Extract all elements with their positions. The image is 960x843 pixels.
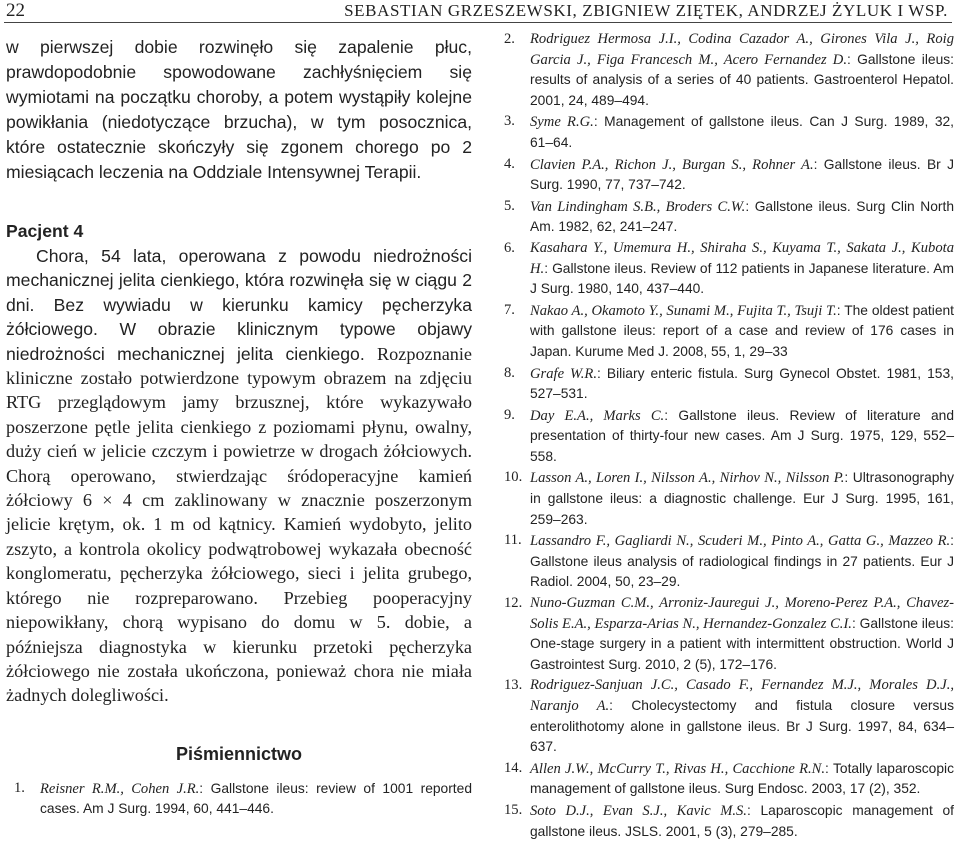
reference-number: 3. <box>504 113 515 130</box>
running-header <box>4 0 952 23</box>
reference-authors: Reisner R.M., Cohen J.R. <box>40 780 200 797</box>
left-column <box>6 30 472 820</box>
reference-number: 4. <box>504 155 515 172</box>
reference-details: : Gallstone ileus. Review of 112 patients in Japanese literature. Am J Surg. 1980, 140, 437–440. <box>530 260 954 297</box>
reference-item <box>496 239 954 300</box>
running-title: SEBASTIAN GRZESZEWSKI, ZBIGNIEW ZIĘTEK, ANDRZEJ ŻYLUK I WSP. <box>344 1 948 20</box>
reference-details: : Biliary enteric fistula. Surg Gynecol Obstet. 1981, 153, 527–531. <box>530 365 954 402</box>
reference-item <box>496 364 954 405</box>
reference-authors: Lasson A., Loren I., Nilsson A., Nirhov N., Nilsson P. <box>530 470 845 487</box>
reference-number: 8. <box>504 364 515 381</box>
reference-number: 9. <box>504 406 515 423</box>
reference-authors: Rodriguez Hermosa J.I., Codina Cazador A., Girones Vila J., Roig Garcia J., Figa Francesch M., Acero Fernandez D. <box>530 31 954 68</box>
reference-item <box>496 801 954 842</box>
reference-authors: Soto D.J., Evan S.J., Kavic M.S. <box>530 802 747 819</box>
reference-item <box>496 197 954 238</box>
reference-details: : Gallstone ileus analysis of radiological findings in 27 patients. Eur J Radiol. 2004, 50, 23–29. <box>530 533 954 590</box>
reference-details: : Ultrasonography in gallstone ileus: a diagnostic challenge. Eur J Surg. 1995, 161, 259–263. <box>530 470 954 527</box>
right-column <box>496 30 954 843</box>
reference-authors: Syme R.G. <box>530 114 594 131</box>
reference-authors: Allen J.W., McCurry T., Rivas H., Cacchione R.N. <box>530 760 826 777</box>
case-heading: Pacjent 4 <box>6 221 84 241</box>
reference-authors: Lassandro F., Gagliardi N., Scuderi M., Pinto A., Gatta G., Mazzeo R. <box>530 533 951 550</box>
reference-number: 13. <box>504 677 523 694</box>
reference-number: 5. <box>504 197 515 214</box>
reference-number: 1. <box>14 779 25 796</box>
case-text-part-a: Chora, 54 lata, operowana z powodu niedrożności mechanicznej jelita cienkiego, która rozwinęła się w ciągu 2 dni. Bez wywiadu w kierunku kamicy pęcherzyka żółciowego. W obrazie klinicznym typowe objawy niedrożności mechanicznej jelita cienkiego. <box>6 246 472 364</box>
reference-item <box>496 406 954 468</box>
reference-details: : Cholecystectomy and fistula closure versus enterolithotomy alone in gallstone ileus. Br J Surg. 1997, 84, 634–637. <box>530 698 954 755</box>
page-number: 22 <box>6 0 25 21</box>
reference-details: : Gallstone ileus: One-stage surgery in a patient with intermittent obstruction. World J Gastrointest Surg. 2010, 2 (5), 172–176. <box>530 615 954 672</box>
reference-item <box>496 594 954 675</box>
intro-paragraph: w pierwszej dobie rozwinęło się zapalenie płuc, prawdopodobnie spowodowane zachłyśnięciem się wymiotami na początku choroby, a potem wystąpiły kolejne powikłania (niedotyczące brzucha), w tym posocznica, które ostatecznie skończyły się zgonem chorego po 2 miesiącach leczenia na Oddziale Intensywnej Terapii. <box>6 37 472 182</box>
reference-list-left <box>6 779 472 820</box>
reference-item <box>496 301 954 363</box>
reference-details: : Totally laparoscopic management of gallstone ileus. Surg Endosc. 2003, 17 (2), 352. <box>530 760 954 797</box>
reference-details: : Gallstone ileus. Surg Clin North Am. 1982, 62, 241–247. <box>530 198 954 235</box>
case-paragraph <box>6 244 472 708</box>
reference-number: 14. <box>504 759 523 776</box>
reference-number: 10. <box>504 469 523 486</box>
reference-details: : Gallstone ileus. Br J Surg. 1990, 77, 737–742. <box>530 156 955 193</box>
reference-item <box>496 155 954 196</box>
reference-details: : Gallstone ileus. Review of literature and presentation of thirty-four new cases. Am J Surg. 1975, 129, 552–558. <box>530 407 954 464</box>
reference-number: 6. <box>504 239 515 256</box>
reference-authors: Nakao A., Okamoto Y., Sunami M., Fujita T., Tsuji T. <box>530 302 837 319</box>
reference-authors: Day E.A., Marks C. <box>530 407 665 424</box>
reference-details: : Management of gallstone ileus. Can J Surg. 1989, 32, 61–64. <box>530 114 954 150</box>
reference-authors: Nuno-Guzman C.M., Arroniz-Jauregui J., Moreno-Perez P.A., Chavez-Solis E.A., Esparza-Arias N., Hernandez-Gonzalez C.I. <box>530 595 954 632</box>
reference-item <box>496 759 954 800</box>
reference-authors: Rodriguez-Sanjuan J.C., Casado F., Fernandez M.J., Morales D.J., Naranjo A. <box>530 677 954 714</box>
reference-item <box>496 112 954 153</box>
reference-authors: Kasahara Y., Umemura H., Shiraha S., Kuyama T., Sakata J., Kubota H. <box>530 239 954 277</box>
reference-item <box>496 531 954 593</box>
reference-details: : The oldest patient with gallstone ileus: report of a case and review of 176 cases in Japan. Kurume Med J. 2008, 55, 1, 29–33 <box>530 302 954 359</box>
reference-item <box>496 468 954 530</box>
reference-number: 15. <box>504 801 523 818</box>
reference-number: 11. <box>504 532 522 549</box>
reference-authors: Van Lindingham S.B., Broders C.W. <box>530 198 746 215</box>
reference-number: 12. <box>504 595 523 612</box>
reference-item <box>496 676 954 757</box>
references-heading: Piśmiennictwo <box>175 743 303 764</box>
reference-authors: Clavien P.A., Richon J., Burgan S., Rohner A. <box>530 156 814 173</box>
reference-number: 7. <box>504 301 515 318</box>
reference-item <box>496 30 954 111</box>
reference-authors: Grafe W.R. <box>530 365 597 382</box>
reference-item <box>6 779 472 820</box>
reference-details: : Gallstone ileus: results of analysis of a series of 40 patients. Gastroenterol Hepatol. 2001, 24, 489–494. <box>530 51 954 108</box>
reference-details: : Gallstone ileus: review of 1001 reported cases. Am J Surg. 1994, 60, 441–446. <box>40 780 472 817</box>
case-text-part-b: Rozpoznanie kliniczne zostało potwierdzone typowym obrazem na zdjęciu RTG przeglądowym jamy brzusznej, które wykazywało poszerzone pętle jelita cienkiego z poziomami płynu, owalny, duży cień w jelicie czczym i powietrze w drogach żółciowych. Chorą operowano, stwierdzając śródoperacyjne kamień żółciowy 6 × 4 cm zaklinowany w znacznie poszerzonym jelicie krętym, ok. 1 m od kątnicy. Kamień wydobyto, jelito zszyto, a kontrola okolicy podwątrobowej wykazała obecność konglomeratu, pęcherzyka żółciowego, sieci i jelita grubego, którego nie rozpreparowano. Przebieg pooperacyjny niepowikłany, chorą wypisano do domu w 5. dobie, a późniejsza diagnostyka w kierunku przetoki pęcherzyka żółciowego nie została ukończona, ponieważ chora nie miała żadnych dolegliwości. <box>6 343 472 706</box>
reference-list-right <box>496 30 954 842</box>
reference-number: 2. <box>504 31 515 47</box>
reference-details: : Laparoscopic management of gallstone ileus. JSLS. 2001, 5 (3), 279–285. <box>530 802 954 839</box>
